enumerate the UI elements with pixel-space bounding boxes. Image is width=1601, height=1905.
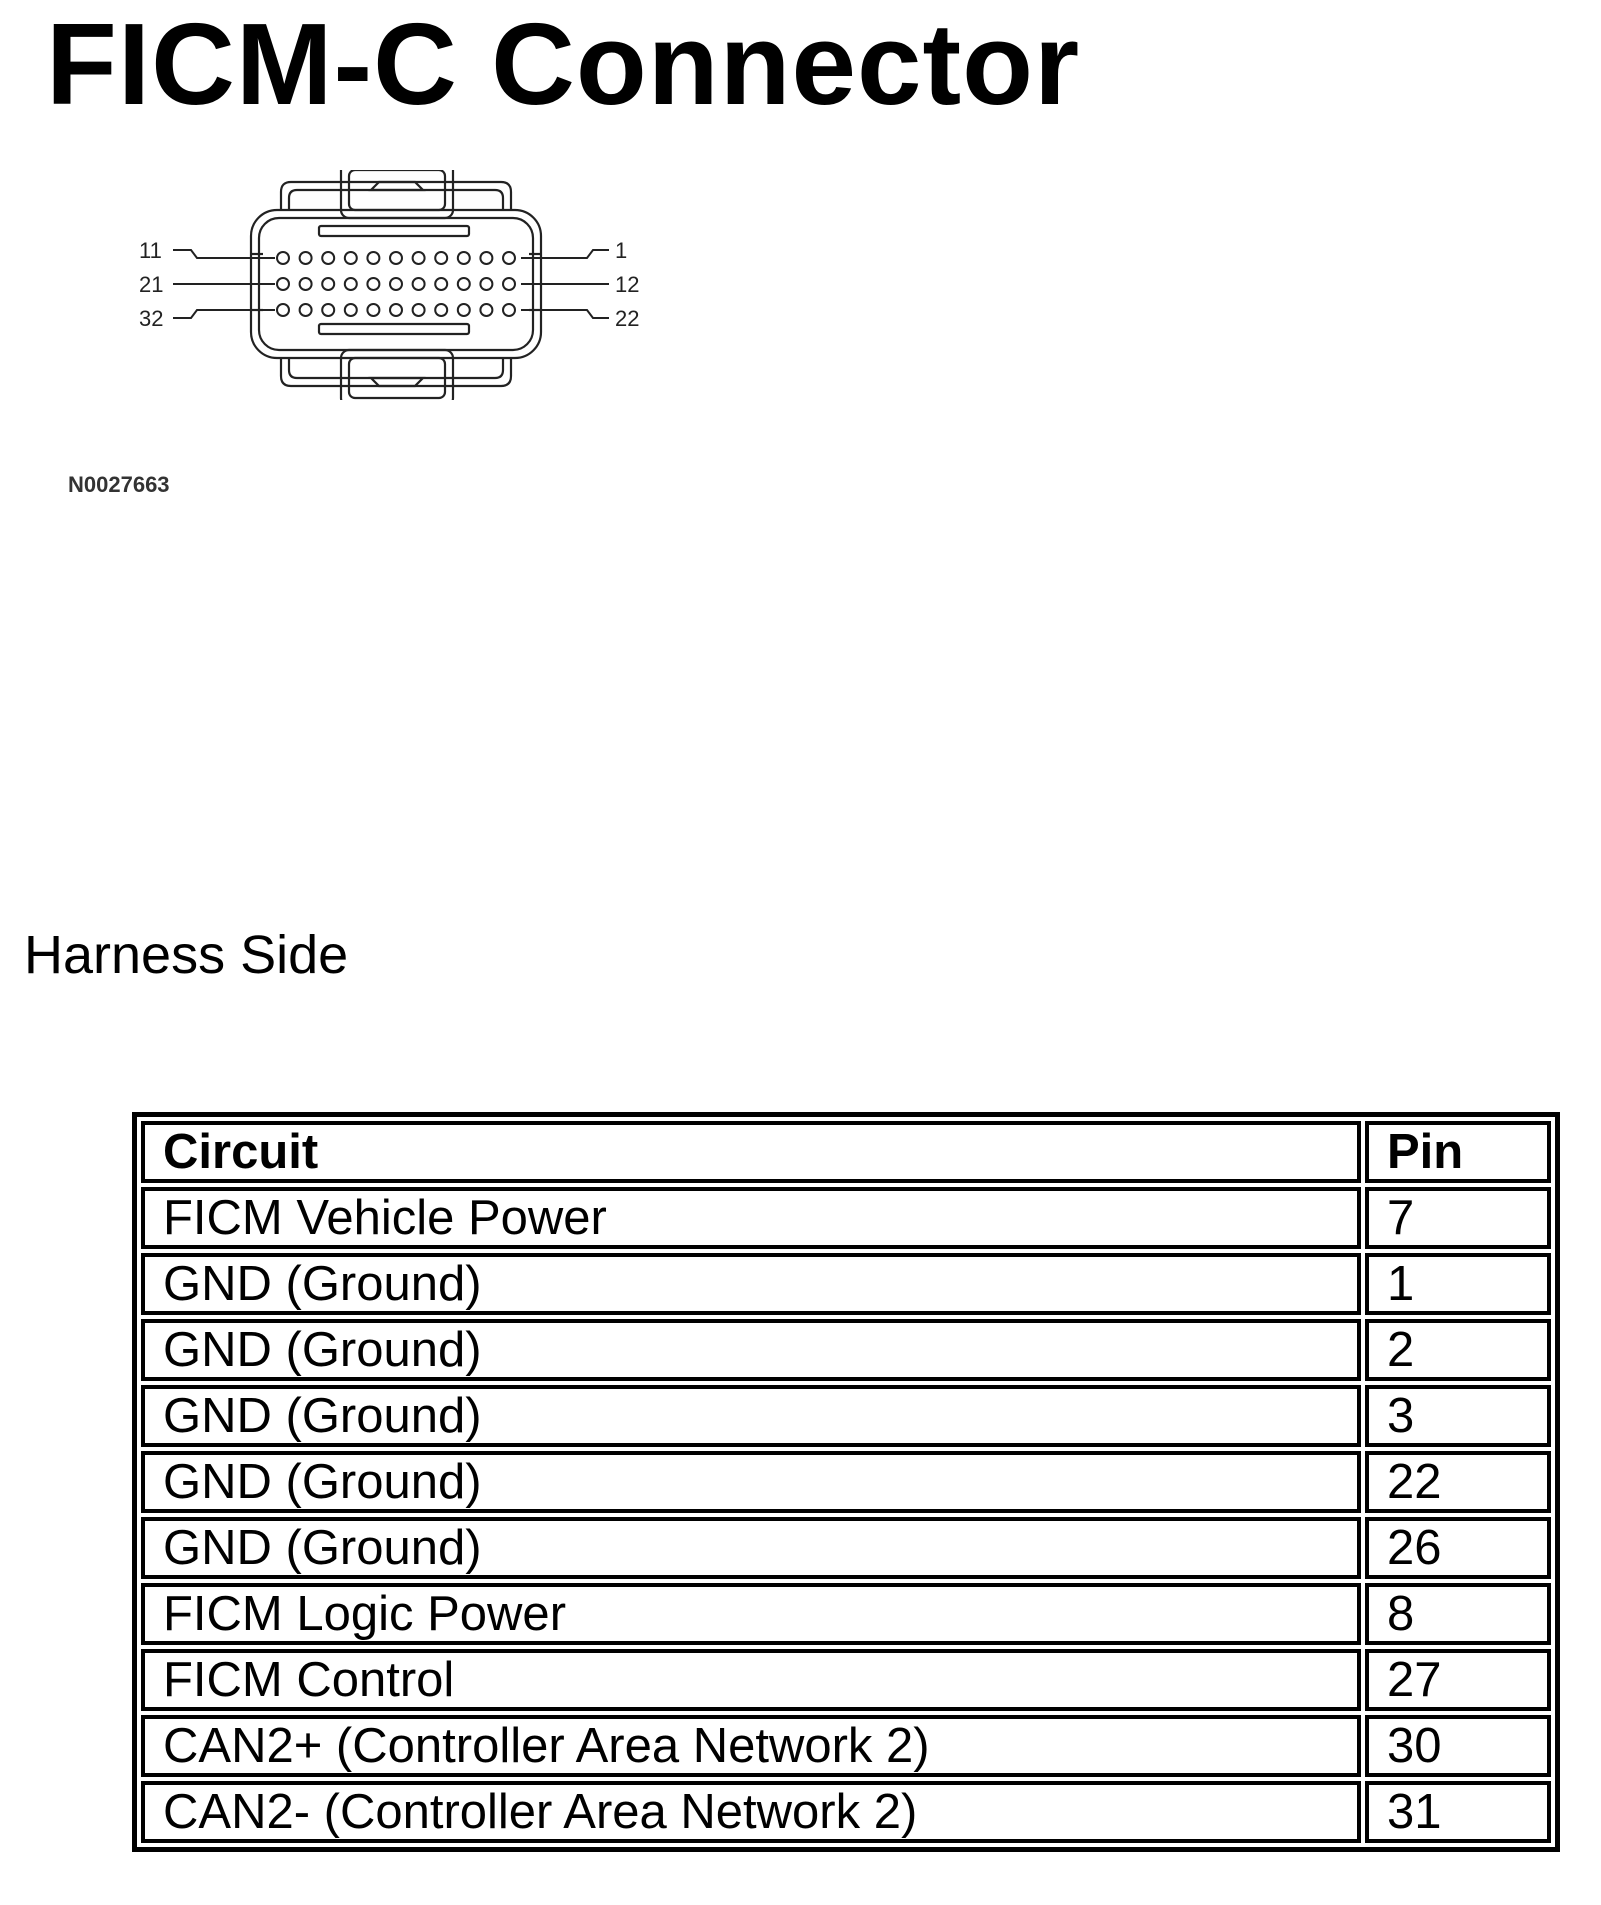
pin-cell: 26 — [1365, 1517, 1551, 1579]
pin-hole — [322, 252, 334, 264]
pin-hole — [277, 252, 289, 264]
pin-hole — [390, 252, 402, 264]
pin-hole — [390, 278, 402, 290]
pin-hole — [435, 304, 447, 316]
pin-cell: 27 — [1365, 1649, 1551, 1711]
circuit-cell: FICM Vehicle Power — [141, 1187, 1361, 1249]
circuit-cell: CAN2+ (Controller Area Network 2) — [141, 1715, 1361, 1777]
table-row — [141, 1649, 1551, 1711]
circuit-cell: GND (Ground) — [141, 1517, 1361, 1579]
pin-hole — [367, 304, 379, 316]
pinout-table — [132, 1112, 1560, 1852]
circuit-cell: GND (Ground) — [141, 1253, 1361, 1315]
table-row — [141, 1781, 1551, 1843]
header-circuit: Circuit — [141, 1121, 1361, 1183]
bottom-shroud-inner — [289, 358, 503, 378]
bottom-latch-tab — [371, 378, 423, 386]
pin-hole — [480, 304, 492, 316]
table-row — [141, 1517, 1551, 1579]
key-bar-bottom — [319, 324, 469, 334]
pin-hole — [300, 252, 312, 264]
pin-cell: 30 — [1365, 1715, 1551, 1777]
pin-hole — [503, 304, 515, 316]
pin-hole — [458, 278, 470, 290]
pin-hole — [458, 252, 470, 264]
pin-hole — [300, 304, 312, 316]
pin-hole — [345, 304, 357, 316]
pin-cell: 2 — [1365, 1319, 1551, 1381]
pin-hole — [345, 278, 357, 290]
pin-hole — [435, 252, 447, 264]
pin-hole — [345, 252, 357, 264]
pin-hole — [503, 278, 515, 290]
circuit-cell: GND (Ground) — [141, 1385, 1361, 1447]
circuit-cell: CAN2- (Controller Area Network 2) — [141, 1781, 1361, 1843]
top-shroud — [281, 182, 511, 210]
pin-hole — [322, 304, 334, 316]
pin-hole — [390, 304, 402, 316]
top-shroud-inner — [289, 190, 503, 210]
pin-cell: 1 — [1365, 1253, 1551, 1315]
connector-diagram — [135, 170, 645, 400]
pin-hole — [435, 278, 447, 290]
pin-cell: 3 — [1365, 1385, 1551, 1447]
table-row — [141, 1451, 1551, 1513]
circuit-cell: FICM Logic Power — [141, 1583, 1361, 1645]
pin-label-32: 32 — [139, 306, 164, 331]
pin-label-21: 21 — [139, 272, 164, 297]
pin-label-22: 22 — [615, 306, 640, 331]
pin-label-12: 12 — [615, 272, 640, 297]
pin-hole — [503, 252, 515, 264]
pin-cell: 31 — [1365, 1781, 1551, 1843]
pin-cell: 22 — [1365, 1451, 1551, 1513]
header-pin: Pin — [1365, 1121, 1551, 1183]
pin-hole — [367, 278, 379, 290]
table-row — [141, 1187, 1551, 1249]
pin-hole — [413, 252, 425, 264]
pin-label-11: 11 — [139, 238, 162, 263]
table-row — [141, 1319, 1551, 1381]
pin-hole — [413, 304, 425, 316]
section-subtitle: Harness Side — [24, 925, 349, 985]
pin-hole — [413, 278, 425, 290]
pin-hole — [277, 304, 289, 316]
pin-hole — [458, 304, 470, 316]
pin-cell: 7 — [1365, 1187, 1551, 1249]
pin-label-1: 1 — [615, 238, 628, 263]
pin-cell: 8 — [1365, 1583, 1551, 1645]
bottom-shroud — [281, 358, 511, 386]
figure-id: N0027663 — [68, 472, 170, 497]
top-latch-tab — [371, 182, 423, 190]
table-row — [141, 1253, 1551, 1315]
table-row — [141, 1715, 1551, 1777]
page-title: FICM-C Connector — [46, 0, 1081, 129]
table-header-row — [141, 1121, 1551, 1183]
pin-hole — [277, 278, 289, 290]
table-row — [141, 1385, 1551, 1447]
circuit-cell: GND (Ground) — [141, 1319, 1361, 1381]
key-bar-top — [319, 226, 469, 236]
pin-hole — [480, 252, 492, 264]
pin-hole — [322, 278, 334, 290]
circuit-cell: GND (Ground) — [141, 1451, 1361, 1513]
pin-hole — [367, 252, 379, 264]
pin-hole — [300, 278, 312, 290]
table-row — [141, 1583, 1551, 1645]
pin-holes — [277, 252, 515, 316]
pin-hole — [480, 278, 492, 290]
circuit-cell: FICM Control — [141, 1649, 1361, 1711]
